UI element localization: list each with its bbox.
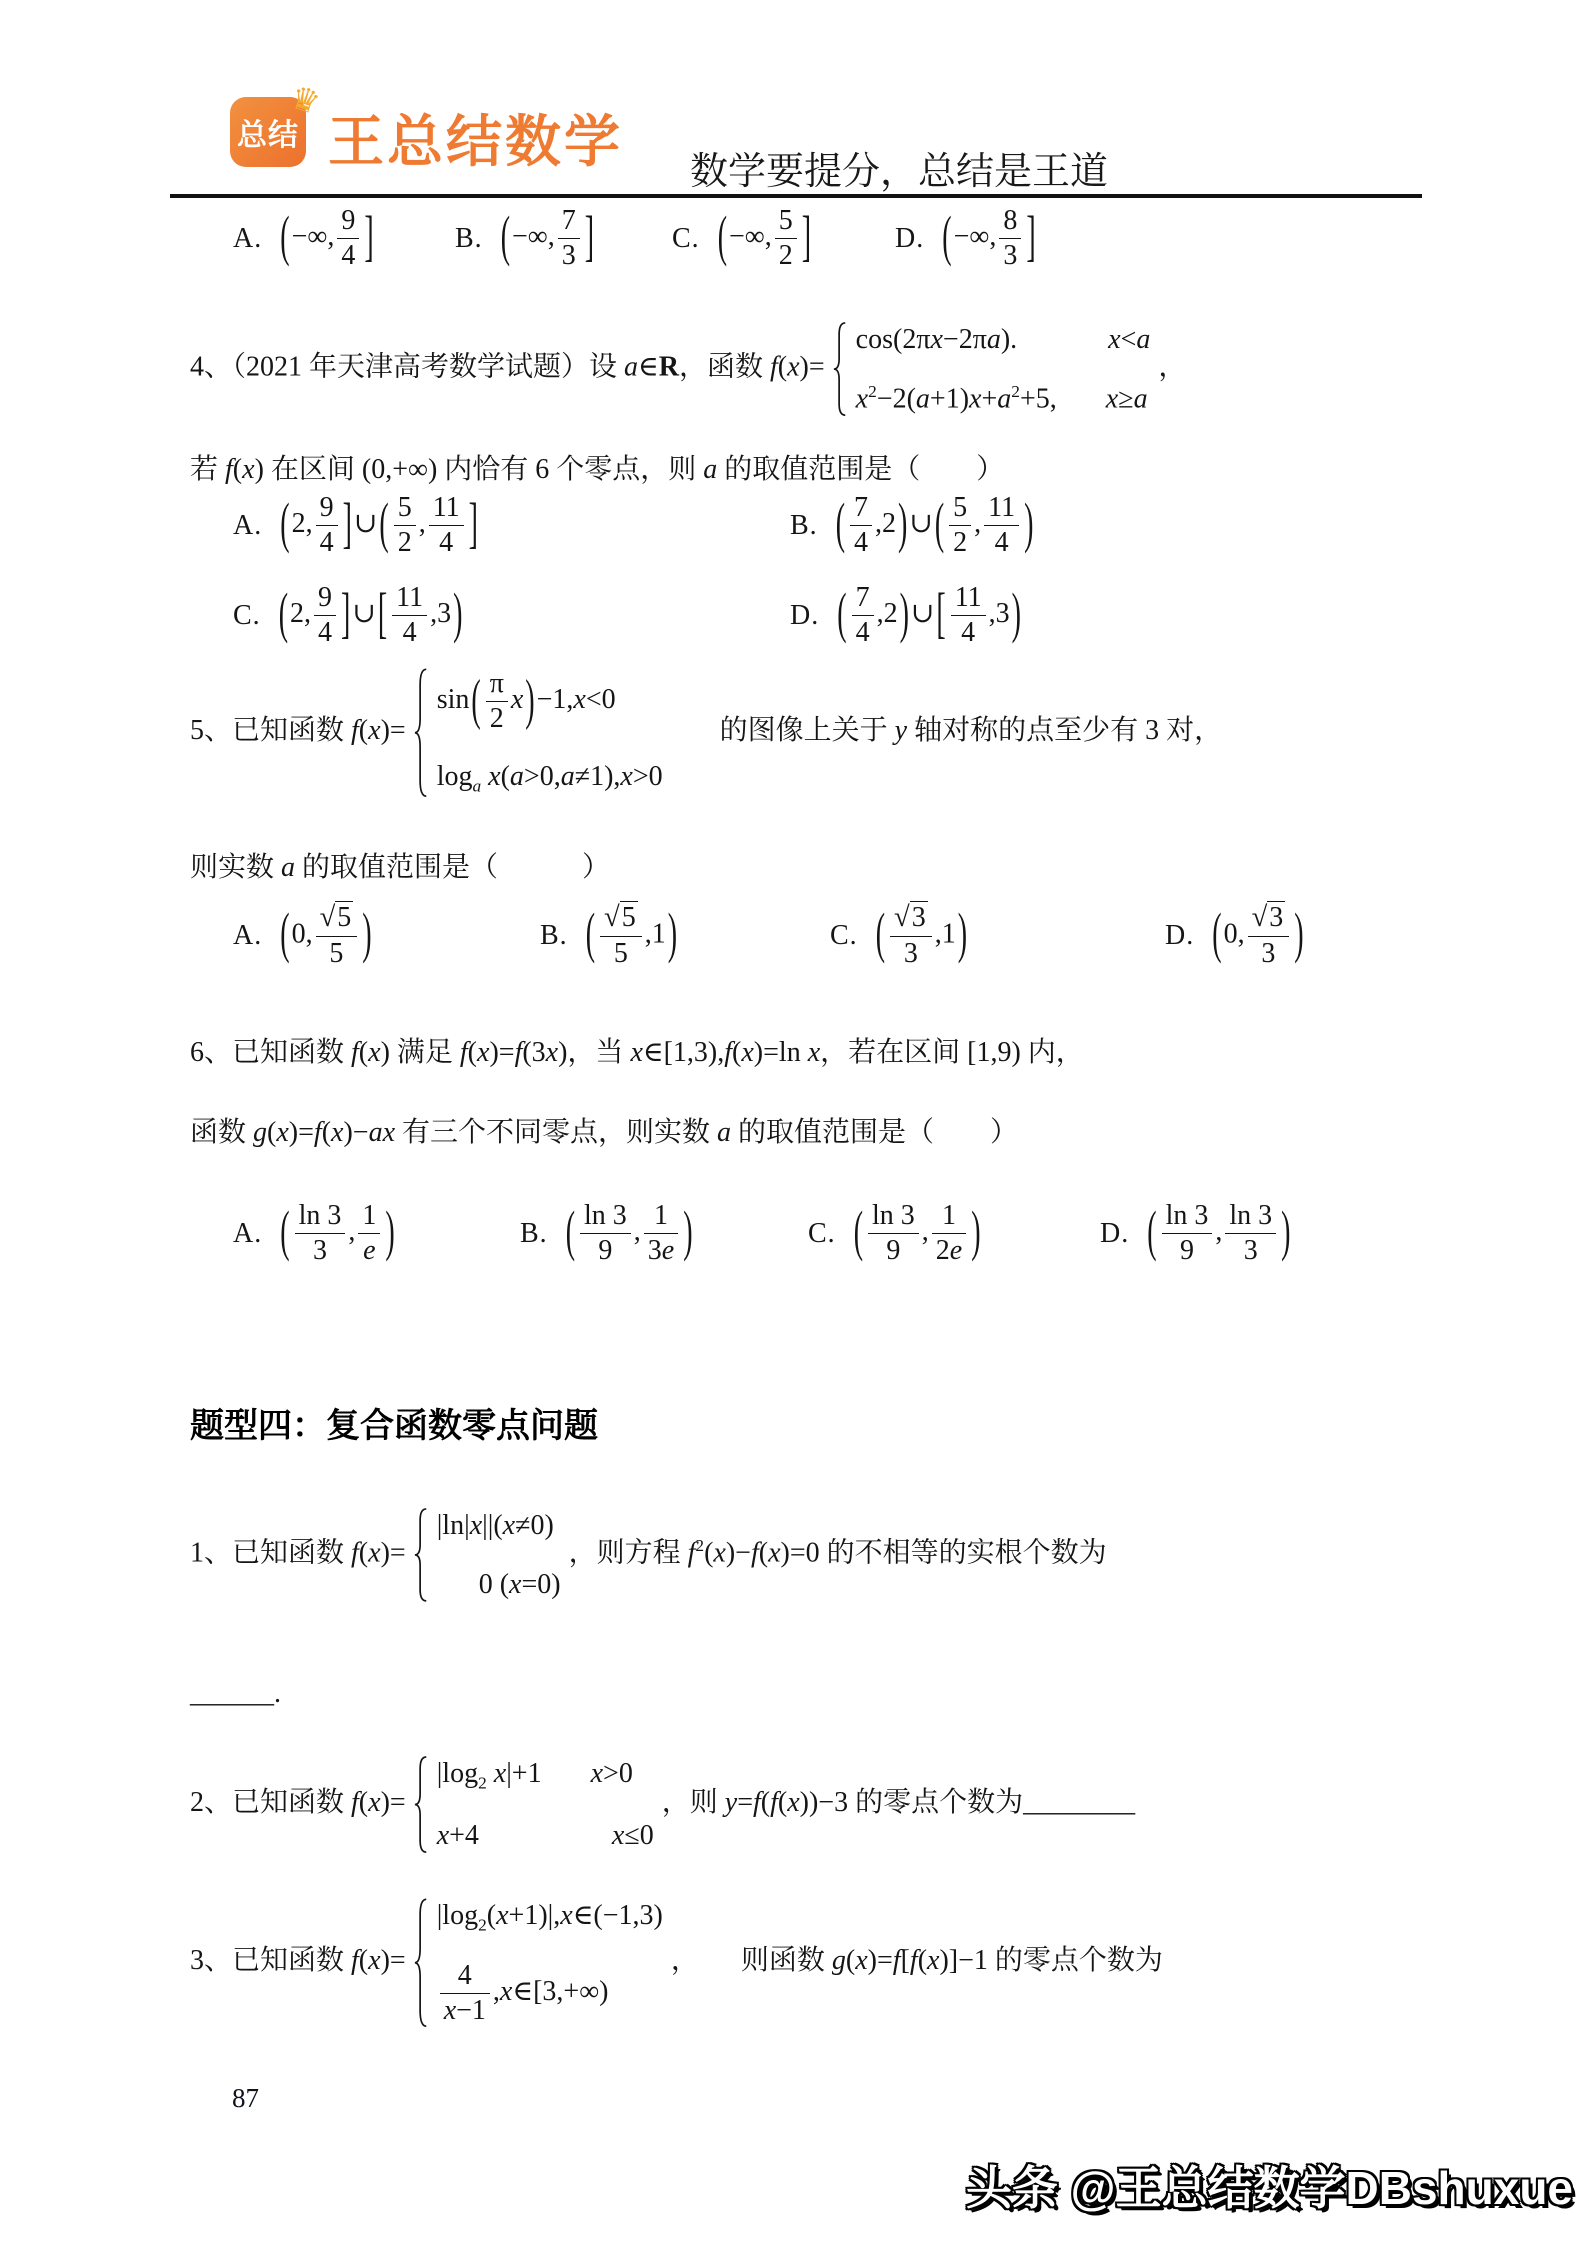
option-label: A. [233, 920, 263, 952]
option-math: ( $\frac{\ln 3}{3}$ , $\frac{1}{e}$ ) [280, 1200, 395, 1267]
section-heading: 题型四：复合函数零点问题 [190, 1407, 598, 1445]
s4-question-2-math: 2、已知函数 f(x)= $|\log_2$ x|+1 x>0 x+4 x≤0 ，则 y=f(f(x))−3 的零点个数为________ [190, 1758, 1136, 1852]
question-5-option-d [1165, 902, 1306, 970]
brand-logo-badge-text: 总结 [237, 119, 299, 152]
option-label: A. [233, 222, 263, 254]
prev-question-option-c [672, 205, 813, 272]
question-6-stem-line1 [190, 1030, 1084, 1070]
option-math: (0, $\frac{√3}{3}$ ) [1212, 902, 1304, 969]
option-math: ( $\frac{√5}{5}$ ,1) [585, 902, 678, 969]
brand-title: 王总结数学 [328, 110, 623, 173]
question-4-line2-math: 若 f(x) 在区间 (0,+∞) 内恰有 6 个零点，则 a 的取值范围是（ ） [190, 454, 1005, 485]
option-label: B. [455, 222, 483, 254]
brand-slogan: 数学要提分，总结是王道 [690, 149, 1109, 193]
option-label: C. [808, 1217, 836, 1249]
option-label: B. [790, 509, 818, 541]
question-4-stem-line2 [190, 447, 1004, 487]
prev-question-option-d [895, 205, 1038, 272]
s4-question-2-stem [190, 1756, 1135, 1853]
option-math: (−∞, $\frac{5}{2}$ ] [717, 205, 812, 272]
page-number: 87 [232, 2083, 259, 2113]
question-6-line1-math: 6、已知函数 f(x) 满足 f(x)=f(3x)，当 x∈[1,3),f(x)=ln x，若在区间 [1,9) 内， [190, 1037, 1084, 1068]
prev-question-option-a [233, 205, 376, 272]
option-label: D. [895, 222, 925, 254]
option-math: ( $\frac{7}{4}$ ,2)∪[ $\frac{11}{4}$ ,3) [837, 582, 1021, 649]
question-6-option-d [1100, 1200, 1292, 1267]
option-label: A. [233, 509, 263, 541]
option-math: (−∞, $\frac{8}{3}$ ] [942, 205, 1036, 272]
option-math: ( $\frac{7}{4}$ ,2)∪( $\frac{5}{2}$ , $\frac{11}{4}$ ) [835, 492, 1034, 559]
question-5-stem-math: 5、已知函数 f(x)= sin( $\frac{\pi}{2}$ x)−1,x<0 $\log_a x(a>0,a\ne 1),x>0$ 的图像上关于 y 轴对称的点至少有 3 对， [190, 668, 1223, 796]
s4-question-3-math: 3、已知函数 f(x)= $|\log_2(x+1)|,x\in(-1,3)$ $\frac{4}{x-1}$ ,x∈[3,+∞) ， 则函数 g(x)=f[f(x)]−1 的零点个数为 [190, 1900, 1163, 2027]
crown-icon: ♛ [286, 77, 326, 123]
question-6-line2-math: 函数 g(x)=f(x)−ax 有三个不同零点，则实数 a 的取值范围是（ ） [190, 1117, 1019, 1148]
answer-blank-text: ______. [190, 1678, 281, 1709]
option-label: B. [540, 920, 568, 952]
prev-question-option-b [455, 205, 596, 272]
option-math: (−∞, $\frac{7}{3}$ ] [500, 205, 595, 272]
option-label: D. [790, 599, 820, 631]
watermark-credit: 头条 @王总结数学DBshuxue [965, 2162, 1573, 2214]
question-5-option-a [233, 902, 374, 970]
option-math: (2, $\frac{9}{4}$ ]∪[ $\frac{11}{4}$ ,3) [278, 582, 463, 649]
question-6-option-a [233, 1200, 397, 1267]
header-divider [170, 194, 1422, 198]
option-math: ( $\frac{\ln 3}{9}$ , $\frac{1}{2e}$ ) [853, 1200, 981, 1267]
question-5-option-b [540, 902, 679, 970]
question-5-stem-line2 [190, 845, 610, 885]
question-5-option-c [830, 902, 969, 970]
option-math: (0, $\frac{√5}{5}$ ) [280, 902, 372, 969]
question-4-option-d [790, 582, 1023, 649]
option-label: C. [233, 599, 261, 631]
question-6-stem-line2 [190, 1110, 1018, 1150]
question-4-stem [190, 322, 1186, 416]
question-6-option-c [808, 1200, 983, 1267]
question-5-line2-math: 则实数 a 的取值范围是（ ） [190, 852, 611, 883]
s4-question-1-math: 1、已知函数 f(x)= |ln|x||(x≠0) 0 (x=0) ，则方程 $f^2(x)-f(x)=0$ 的不相等的实根个数为 [190, 1510, 1107, 1600]
question-4-option-c [233, 582, 464, 649]
option-label: D. [1100, 1217, 1130, 1249]
question-4-stem-math: 4、（2021 年天津高考数学试题）设 a∈R，函数 f(x)= cos(2πx−2πa). x<a $x^2-2(a+1)x+a^2+5$, x≥a ， [190, 324, 1187, 415]
question-5-stem [190, 668, 1222, 797]
question-6-option-b [520, 1200, 695, 1267]
s4-question-1-answer-blank [190, 1678, 281, 1710]
s4-question-1-stem [190, 1508, 1107, 1602]
s4-question-3-stem [190, 1898, 1163, 2027]
option-math: ( $\frac{√3}{3}$ ,1) [875, 902, 968, 969]
option-math: (−∞, $\frac{9}{4}$ ] [280, 205, 374, 272]
option-label: B. [520, 1217, 548, 1249]
brand-logo-badge [230, 77, 326, 167]
option-label: A. [233, 1217, 263, 1249]
question-4-option-a [233, 492, 480, 559]
option-label: D. [1165, 920, 1195, 952]
option-label: C. [830, 920, 858, 952]
option-math: ( $\frac{\ln 3}{9}$ , $\frac{\ln 3}{3}$ ) [1147, 1200, 1291, 1267]
option-label: C. [672, 222, 700, 254]
option-math: ( $\frac{\ln 3}{9}$ , $\frac{1}{3e}$ ) [565, 1200, 693, 1267]
option-math: (2, $\frac{9}{4}$ ]∪( $\frac{5}{2}$ , $\frac{11}{4}$ ] [280, 492, 478, 559]
question-4-option-b [790, 492, 1035, 559]
